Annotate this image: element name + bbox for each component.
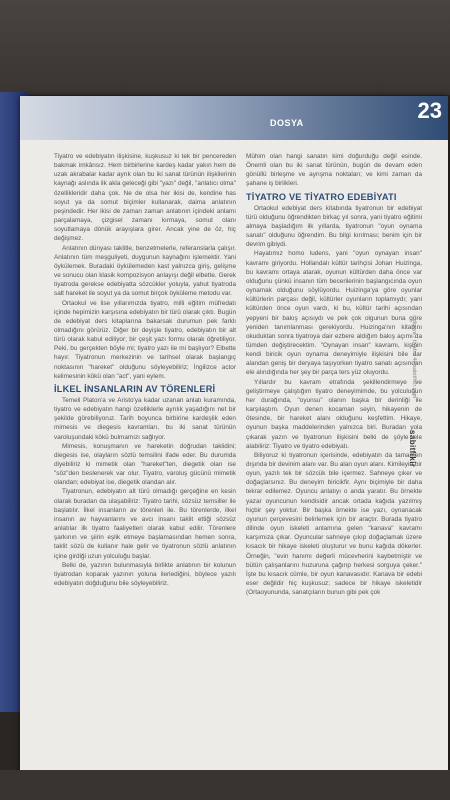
background-surface-bottom (0, 770, 450, 800)
paragraph: Hayatımız homo ludens, yani "oyun oynayan insan" kavramı giriyordu. Hollandalı kültür tarihçisi Johan Huizinga, bu kavramı ortaya atarak, oyunun kültürden daha önce var olduğunu çünkü insanın tüm becerilerinin başlangıcında oyun oynamak olduğunu söylüyordu. Huizinga'ya göre oyunlar kültürlerin parçası değil, kültürler oyunların toplamıydı; yani kültürden önce oyun vardı, ki bu, kültür tarihi açısından yepyeni bir bakış açısıydı ve pek çok olgunun buna göre yeniden tanımlanması gerekiyordu. Huizinga'nın kitabını okuduktan sonra tiyatroya dair ezbere aldığım bakış açımı da tümden değiştirecektim. "Oynayan insan" kavramı, kişinin kendi biricik oyun oynama deneyimiyle ilişkisini bile dar alandan geniş bir deryaya taşıyorken tiyatro sanatı açısından ele alındığında her şey bir parça ters yüz oluyordu. (246, 250, 422, 377)
page-number: 23 (417, 98, 442, 123)
left-column (54, 152, 236, 588)
right-column (246, 152, 422, 597)
paragraph: Mimesis, konuşmanın ve hareketin doğrudan taklidini; diegesis ise, olayların sözlü temsilini ifade eder. Bu durumda diyebiliriz ki mimetik olan "hareket"ten, diegetik olan ise "söz"den beslenerek var olur. Tiyatro, varoluş gücünü mimetik olandan; edebiyat ise, diegetik olandan alır. (54, 442, 236, 487)
section-heading: İLKEL İNSANLARIN AV TÖRENLERİ (54, 383, 216, 394)
paragraph: Belki de, yazının bulunmasıyla birlikte anlatının bir kolunun tiyatrodan koparak yazının yoluna ilerlediğini, böylece yazılı edebiyatın doğduğunu bile söyleyebiliriz. (54, 561, 236, 588)
paragraph: Temeli Platon'a ve Aristo'ya kadar uzanan anlatı kuramında, tiyatro ve edebiyatın hangi özelliklerle ayrılık yaşadığını net bir şekilde görebiliyoruz. Tarih boyunca birbirine kardeşlik eden mimesis ve diegesis kavramları, bu iki sanat türünün varoluşundaki kökü bulmamızı sağlıyor. (54, 396, 236, 441)
brand-logo: sabitfikir (408, 430, 417, 468)
magazine-page (20, 96, 448, 774)
paragraph: Tiyatronun, edebiyatın alt türü olmadığı gerçeğine en kesin olarak buradan da ulaşabiliriz: Tiyatro tarihi, sözsüz temsiller ile başlatılır. İlkel insanların av törenleri ile. Bu törenlerde, ilkel insanın av hayvanlarını ve avcı insanı taklit ettiği sözsüz anlatılar ilk tiyatro faaliyetleri olarak kabul edilir. Törenlere şarkının ve şiirin eşlik etmeye başlamasından hemen sonra, taklit sözü de kullanır hale gelir ve tiyatronun sözlü anlatının içine girdiği uzun yolculuğu başlar. (54, 488, 236, 560)
paragraph: Yıllardır bu kavram etrafında şekillendirmeye ve geliştirmeye çalıştığım tiyatro deneyimimde, bu yolculuğun her durağında, "oyunsu" olanın başka bir derinliği ile karşılaştım. Oyun denen kocaman seyin, hikayenin de ötesinde, bir hareket alanı olduğunu keşfettim. Hikaye, oyunun başka maddelerinden yalnızca biri. Buradan yola çıkarak yazın ve tiyatronun ilişkisini belki de şöyle ele alabiliriz: Tiyatro ve tiyatro edebiyatı. (246, 378, 422, 450)
paragraph: Mühim olan hangi sanatın kimi doğurduğu değil esinde. Önemli olan bu iki sanat türünün, bugün de devam eden gönüllü birleşme ve ayrışma noktaları; ve kimi zaman da şahane iş birlikleri. (246, 153, 422, 188)
header-band (20, 96, 448, 140)
section-heading: TİYATRO VE TİYATRO EDEBİYATI (246, 191, 397, 202)
paragraph: Ortaokul ve lise yıllarımızda tiyatro, milli eğitim müfredatı içinde hepimizin karşısına edebiyatın bir türü olarak çıktı. Bugün de edebiyat ders kitaplarına bakarsak durumun pek farklı olmadığını görürüz. Diğer bir deyişle tiyatro, edebiyatın bir alt türü olarak kabul ediliyor; bir çeşit yazı formu olarak öğretiliyor. Peki, bu gerçekten böyle mi; tiyatro yazı ile mi başlıyor? Elbette hayır. Tiyatronun merkezinin ve tarihsel olarak başlangıç noktasının "hareket" olduğunu söyleyebiliriz; İngilizce actor kelimesinin kökü olan "act", yani eylem. (54, 299, 236, 380)
paragraph: Anlatının dünyası taklitle, benzetmelerle, referanslarla çalışır. Anlatının tüm meşguliyeti, duygunun kaynağını işlemektir. Yani öykülemek. Buradaki öykülemeden kast yalnızca giriş, gelişme ve sonucu olan klasik kompozisyon anlayışı değil elbette. Gerek tiyatroda gerekse edebiyatta sözcükler yoluyla, yahut tiyatroda salt hareket ile soyut ya da somut birçok öyküleme metodu var. (54, 244, 236, 298)
paragraph: Biliyoruz ki tiyatronun içerisinde, edebiyatın da tamamen dışında bir devinim alanı var. Bu alan oyun alanı. Kimileyin bir oyun, yazılı tek bir sözcük bile içermez. Sahneye çıker ve doğaçlarsınız. Bu deneyim biricikfir. Aynı biçimiyle bir daha tekrar edilemez. Oyuncu anlatıyı o anda yaratır. Bu örnekte yazar oyuncunun kendisidir ancak ortada kağıda yazılmış hiçbir şey yoktur. Bir başka örnekte ise yazı, oynanacak oyunun çerçevesini belirlemek için bir araçtır. Burada tiyatro dilinde oyun iskeleti anlamına gelen "kanava" kavramı karşımıza çıkar. Oyuncular sahneye çıkıp doğaçlamak üzere kısacık bir hikaye iskeleti oluşturur ve bunu kağıda dökerler. Örneğin, "evin hanımı değerli mücevherini kaybetmiştir ve bütün çalışanlarını huzuruna çağırıp herkesi sorguya çeker." İşte bu kısacık cümle, bir oyun kanavasıdır. Kanava bir edebi eser değildir hiç kuşkusuz; sadece bir hikaye iskeletidir (Ortaoyununda, sanatçıların bunun gibi pek çok (246, 451, 422, 597)
sidebar-url: dosya / tiyatro 44 sabitfikir.com (411, 320, 417, 399)
paragraph: Ortaokul edebiyat ders kitabında tiyatronun bir edebiyat türü olduğunu öğrendikten birkaç yıl sonra, yani tiyatro eğitimi almaya başladığım ilk yıllarda, tiyatronun "oyun oynama sanatı" olduğunu öğrendim. Bu bilgi kırılması; benim için bir devrim gibiydi. (246, 204, 422, 249)
background-surface (0, 0, 450, 95)
section-label: DOSYA (270, 118, 304, 128)
paragraph: Tiyatro ve edebiyatın ilişkisine, kuşkusuz ki tek bir pencereden bakmak imkânsız. Hem birbirlerine kardeş kadar yakın hem de uzak akrabalar kadar ayrık olan bu iki sanat türünün ilişkilerinin kaynağı aslında ilk akla geleceği gibi "yazı" değil, "anlatıcı olma" özellikleridir daha çok. Ne de olsa her ikisi de, kendine has soyut ya da somut biçimler kullanarak, daima anlatının peşindedir. Her ikisi de zaman zaman anlatının içindeki anlamı parçalamaya, çizgisel zamanı kırmaya, somut olanı soyutlamaya dönük arayışlara girer. Ancak yine de öz, hiç değişmez. (54, 153, 236, 243)
